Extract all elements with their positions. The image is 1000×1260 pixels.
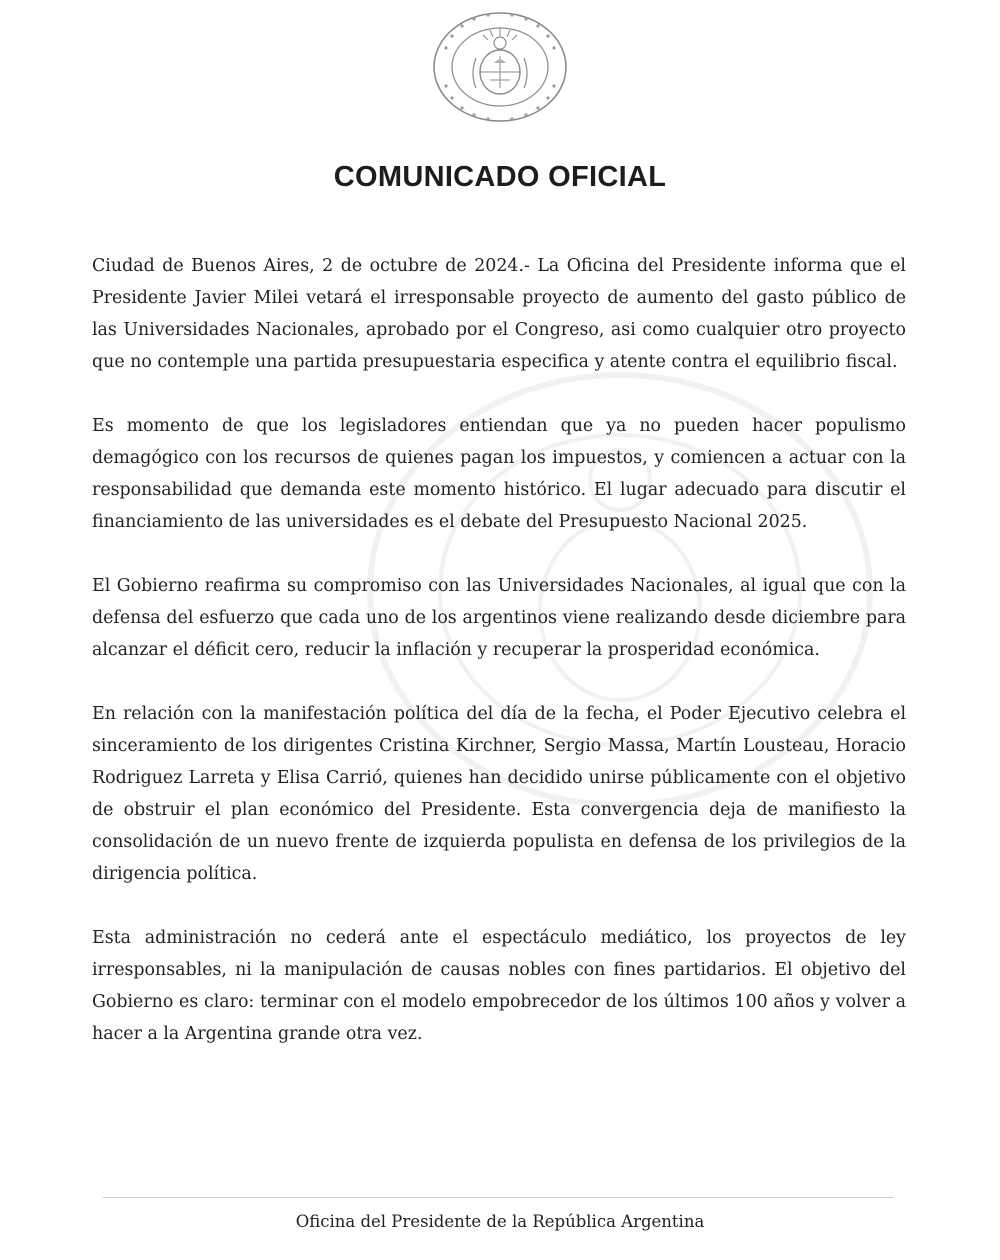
footer-divider <box>103 1197 893 1198</box>
paragraph-4: En relación con la manifestación política del día de la fecha, el Poder Ejecutivo celebra el sinceramiento de los dirigentes Cristina Kirchner, Sergio Massa, Martín Lousteau, Horacio Rodriguez Larreta y Elisa Carrió, quienes han decidido unirse públicamente con el objetivo de obstruir el plan económico del Presidente. Esta convergencia deja de manifiesto la consolidación de un nuevo frente de izquierda populista en defensa de los privilegios de la dirigencia política. <box>92 704 906 884</box>
document-title: COMUNICADO OFICIAL <box>333 161 667 193</box>
paragraph-1: Ciudad de Buenos Aires, 2 de octubre de 2024.- La Oficina del Presidente informa que el Presidente Javier Milei vetará el irresponsable proyecto de aumento del gasto público de las Universidades Nacionales, aprobado por el Congreso, asi como cualquier otro proyecto que no contemple una partida presupuestaria especifica y atente contra el equilibrio fiscal. <box>92 256 906 372</box>
document-body <box>92 250 906 1082</box>
paragraph-2: Es momento de que los legisladores entiendan que ya no pueden hacer populismo demagógico con los recursos de quienes pagan los impuestos, y comiencen a actuar con la responsabilidad que demanda este momento histórico. El lugar adecuado para discutir el financiamiento de las universidades es el debate del Presupuesto Nacional 2025. <box>92 416 906 532</box>
paragraph-3: El Gobierno reafirma su compromiso con las Universidades Nacionales, al igual que con la defensa del esfuerzo que cada uno de los argentinos viene realizando desde diciembre para alcanzar el déficit cero, reducir la inflación y recuperar la prosperidad económica. <box>92 576 906 660</box>
paragraph-5: Esta administración no cederá ante el espectáculo mediático, los proyectos de ley irresponsables, ni la manipulación de causas nobles con fines partidarios. El objetivo del Gobierno es claro: terminar con el modelo empobrecedor de los últimos 100 años y volver a hacer a la Argentina grande otra vez. <box>92 928 906 1044</box>
footer-text: Oficina del Presidente de la República Argentina <box>295 1212 705 1231</box>
presidential-seal-icon <box>426 8 574 126</box>
